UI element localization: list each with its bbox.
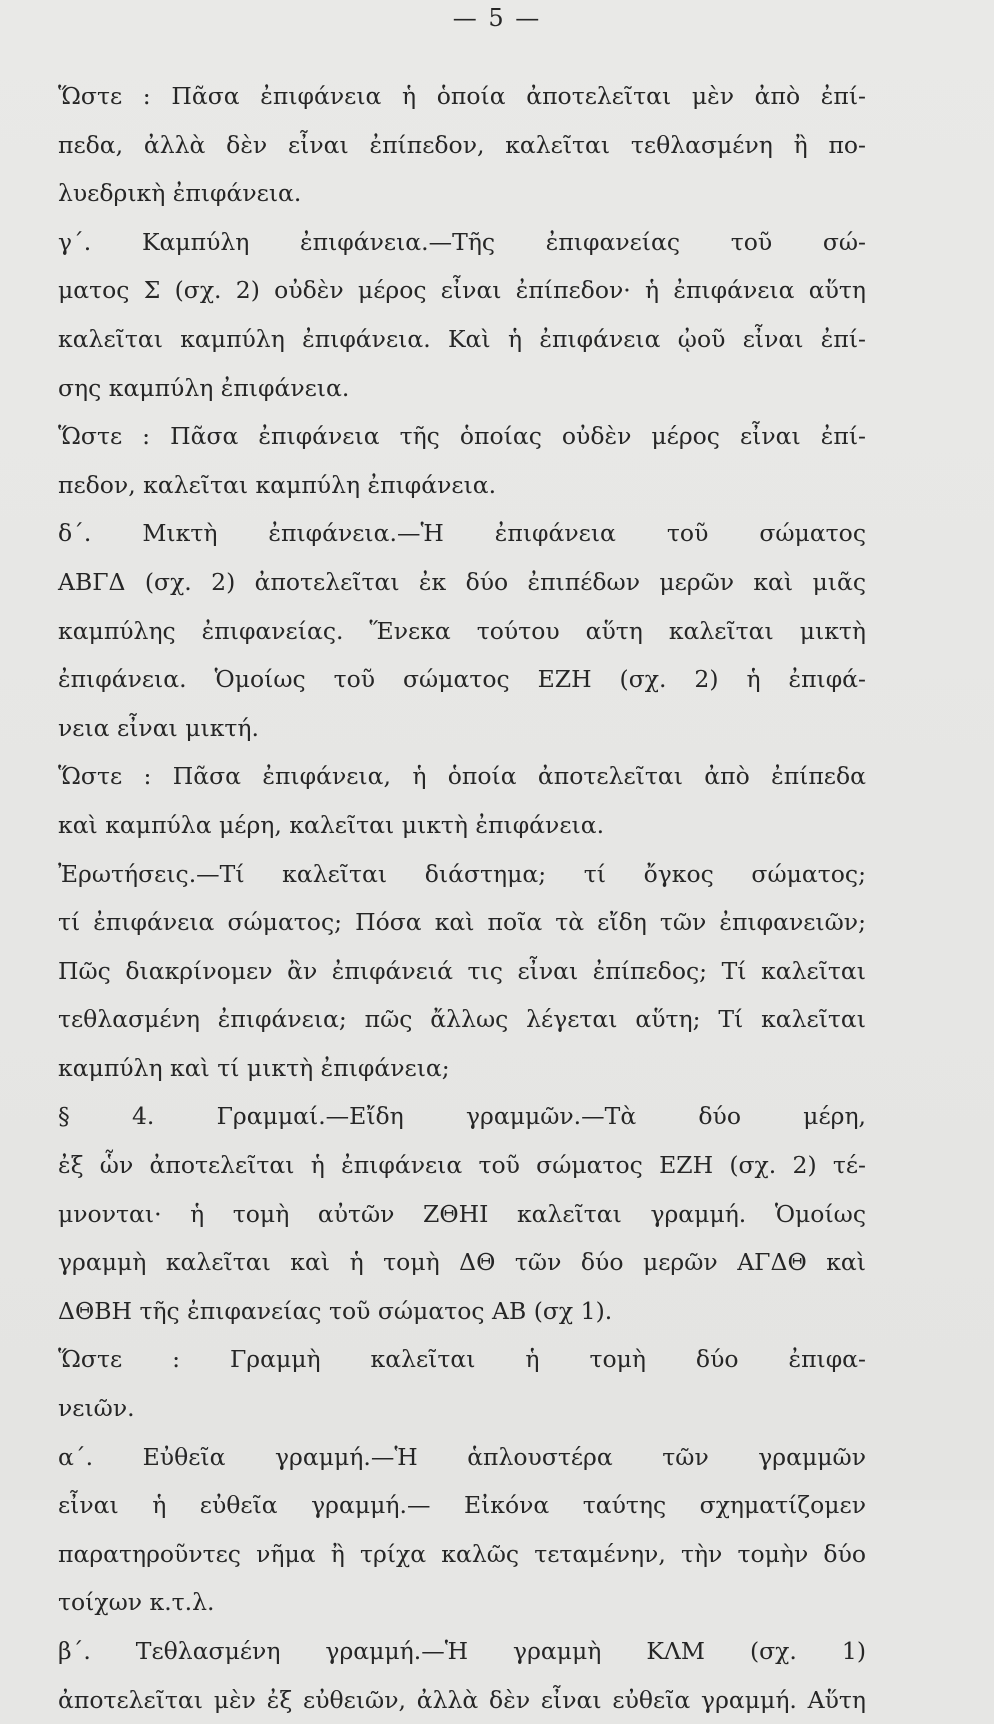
text-line: β΄. Τεθλασμένη γραμμή.—Ἡ γραμμὴ ΚΛΜ (σχ. 1) (58, 1637, 866, 1665)
text-line: μνονται· ἡ τομὴ αὐτῶν ΖΘΗΙ καλεῖται γραμμή. Ὁμοίως (58, 1199, 866, 1228)
body-text (58, 72, 866, 1724)
text-line: πεδα, ἀλλὰ δὲν εἶναι ἐπίπεδον, καλεῖται τεθλασμένη ἢ πο- (58, 130, 866, 159)
text-line: ματος Σ (σχ. 2) οὐδὲν μέρος εἶναι ἐπίπεδον· ἡ ἐπιφάνεια αὕτη (58, 276, 866, 305)
text-line: νεια εἶναι μικτή. (58, 713, 259, 742)
text-line: Ὥστε : Πᾶσα ἐπιφάνεια τῆς ὁποίας οὐδὲν μέρος εἶναι ἐπί- (58, 422, 866, 451)
text-line: καὶ καμπύλα μέρη, καλεῖται μικτὴ ἐπιφάνεια. (58, 810, 605, 839)
text-line: ΑΒΓΔ (σχ. 2) ἀποτελεῖται ἐκ δύο ἐπιπέδων μερῶν καὶ μιᾶς (58, 567, 866, 596)
text-line: ΔΘΒΗ τῆς ἐπιφανείας τοῦ σώματος ΑΒ (σχ 1). (58, 1296, 613, 1325)
text-line: Ὥστε : Γραμμὴ καλεῖται ἡ τομὴ δύο ἐπιφα- (58, 1345, 866, 1374)
text-line: παρατηροῦντες νῆμα ἢ τρίχα καλῶς τεταμένην, τὴν τομὴν δύο (58, 1539, 866, 1568)
text-line: καμπύλης ἐπιφανείας. Ἕνεκα τούτου αὕτη καλεῖται μικτὴ (58, 616, 866, 645)
text-line: νειῶν. (58, 1394, 135, 1423)
text-line: πεδον, καλεῖται καμπύλη ἐπιφάνεια. (58, 470, 497, 499)
text-line: καλεῖται καμπύλη ἐπιφάνεια. Καὶ ἡ ἐπιφάνεια ᾠοῦ εἶναι ἐπί- (58, 324, 866, 353)
text-line: γραμμὴ καλεῖται καὶ ἡ τομὴ ΔΘ τῶν δύο μερῶν ΑΓΔΘ καὶ (58, 1248, 866, 1277)
page-number: — 5 — (452, 4, 542, 32)
text-line: καμπύλη καὶ τί μικτὴ ἐπιφάνεια; (58, 1053, 450, 1082)
text-line: Ὥστε : Πᾶσα ἐπιφάνεια ἡ ὁποία ἀποτελεῖται μὲν ἀπὸ ἐπί- (58, 82, 866, 110)
text-line: Ὥστε : Πᾶσα ἐπιφάνεια, ἡ ὁποία ἀποτελεῖται ἀπὸ ἐπίπεδα (58, 762, 866, 791)
text-line: λυεδρικὴ ἐπιφάνεια. (58, 179, 302, 208)
text-line: ἀποτελεῖται μὲν ἐξ εὐθειῶν, ἀλλὰ δὲν εἶναι εὐθεῖα γραμμή. Αὕτη (58, 1685, 866, 1714)
text-line: τεθλασμένη ἐπιφάνεια; πῶς ἄλλως λέγεται αὕτη; Τί καλεῖται (58, 1005, 866, 1034)
text-line: σης καμπύλη ἐπιφάνεια. (58, 373, 350, 402)
text-line: εἶναι ἡ εὐθεῖα γραμμή.— Εἰκόνα ταύτης σχηματίζομεν (58, 1491, 866, 1520)
text-line: ἐπιφάνεια. Ὁμοίως τοῦ σώματος ΕΖΗ (σχ. 2) ἡ ἐπιφά- (58, 665, 866, 694)
text-line: γ΄. Καμπύλη ἐπιφάνεια.—Τῆς ἐπιφανείας τοῦ σώ- (58, 227, 866, 256)
text-line: τί ἐπιφάνεια σώματος; Πόσα καὶ ποῖα τὰ εἴδη τῶν ἐπιφανειῶν; (58, 908, 866, 937)
text-line: τοίχων κ.τ.λ. (58, 1588, 215, 1617)
text-line: ἐξ ὧν ἀποτελεῖται ἡ ἐπιφάνεια τοῦ σώματος ΕΖΗ (σχ. 2) τέ- (58, 1151, 866, 1180)
text-line: § 4. Γραμμαί.—Εἴδη γραμμῶν.—Τὰ δύο μέρη, (58, 1102, 866, 1131)
text-line: Ἐρωτήσεις.—Τί καλεῖται διάστημα; τί ὄγκος σώματος; (58, 859, 866, 888)
text-line: α΄. Εὐθεῖα γραμμή.—Ἡ ἁπλουστέρα τῶν γραμμῶν (58, 1442, 866, 1471)
text-line: Πῶς διακρίνομεν ἂν ἐπιφάνειά τις εἶναι ἐπίπεδος; Τί καλεῖται (58, 956, 866, 985)
text-line: δ΄. Μικτὴ ἐπιφάνεια.—Ἡ ἐπιφάνεια τοῦ σώματος (58, 519, 866, 548)
